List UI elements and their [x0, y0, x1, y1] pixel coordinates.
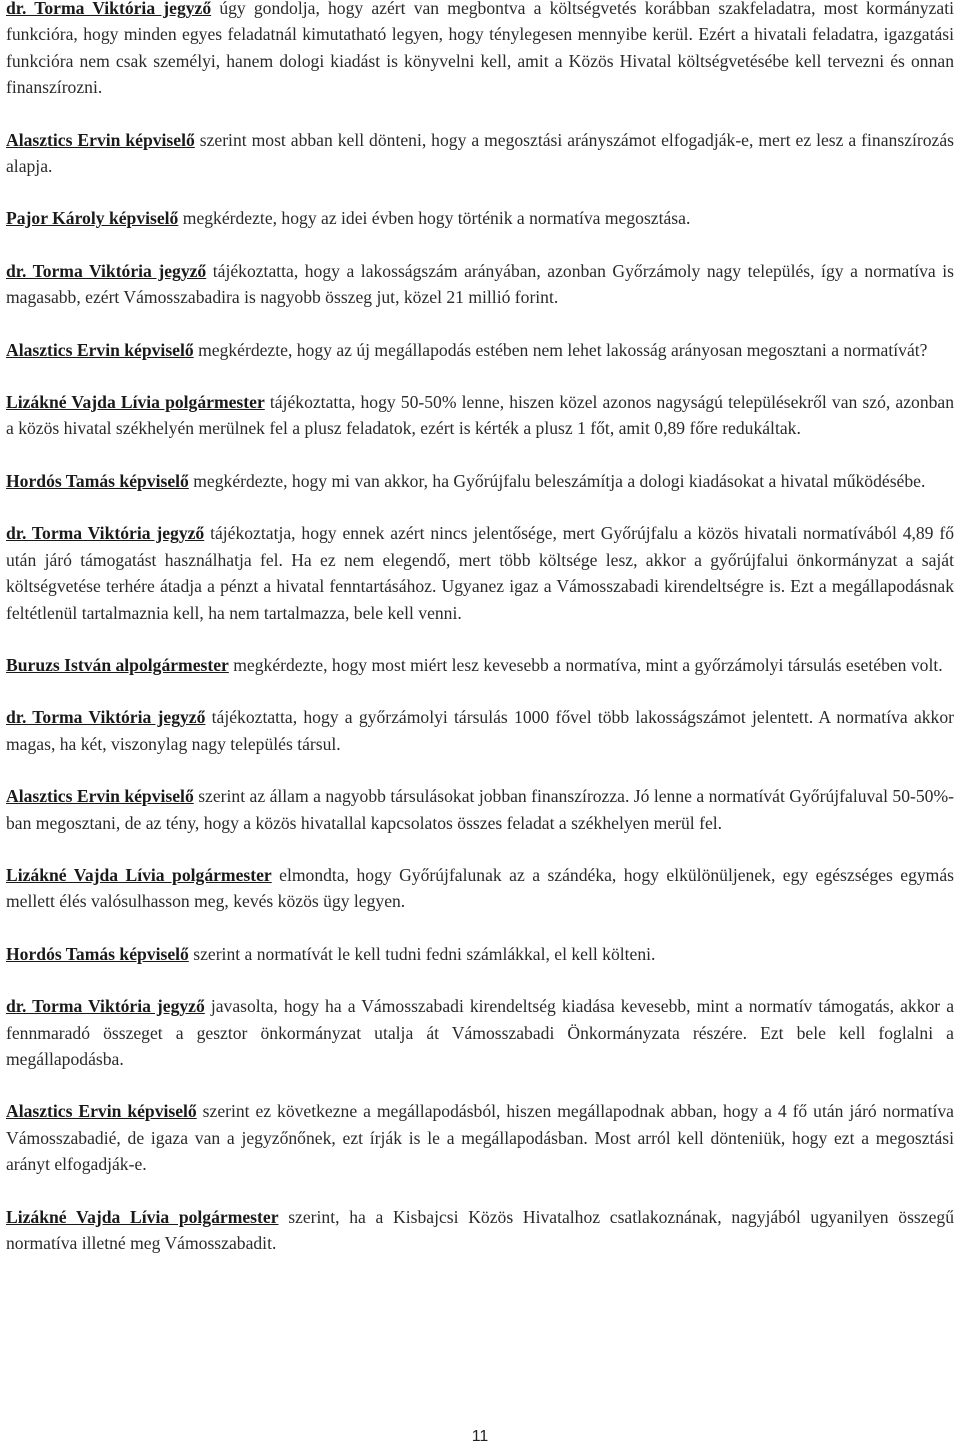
paragraph-text: szerint most abban kell dönteni, hogy a megosztási arányszámot elfogadják-e, mert ez lesz a finanszírozás alapja. [6, 129, 954, 177]
speaker-name: Alasztics Ervin képviselő [6, 129, 195, 150]
speaker-name: Alasztics Ervin képviselő [6, 1101, 197, 1122]
speaker-name: Hordós Tamás képviselő [6, 470, 189, 491]
paragraph [6, 652, 954, 678]
paragraph-text: szerint a normatívát le kell tudni fedni számlákkal, el kell költeni. [188, 943, 656, 964]
paragraph-text: tájékoztatta, hogy a győrzámolyi társulás 1000 fővel több lakosságszámot jelentett. A normatíva akkor magas, ha két, viszonylag nagy település társul. [6, 707, 954, 754]
paragraph [6, 520, 954, 626]
paragraph [6, 941, 954, 967]
paragraph [6, 1204, 954, 1257]
paragraph [6, 862, 954, 915]
speaker-name: Alasztics Ervin képviselő [6, 339, 194, 360]
paragraph-text: javasolta, hogy ha a Vámosszabadi kirendeltség kiadása kevesebb, mint a normatív támogatás, akkor a fennmaradó összeget a gesztor önkormányzat utalja át Vámosszabadi Önkormányzata részére. Ezt bele kell foglalni a megállapodásba. [6, 996, 955, 1069]
speaker-name: Lizákné Vajda Lívia polgármester [6, 864, 272, 885]
paragraph [6, 258, 954, 311]
paragraph-text: megkérdezte, hogy az idei évben hogy történik a normatíva megosztása. [178, 208, 691, 229]
paragraph-text: szerint, ha a Kisbajcsi Közös Hivatalhoz csatlakoznának, nagyjából ugyanilyen összegű normatíva illetné meg Vámosszabadit. [6, 1206, 954, 1253]
paragraph-text: megkérdezte, hogy az új megállapodás estében nem lehet lakosság arányosan megosztani a normatívát? [193, 339, 928, 360]
speaker-name: dr. Torma Viktória jegyző [6, 260, 207, 281]
paragraph-text: tájékoztatta, hogy a lakosságszám arányában, azonban Győrzámoly nagy település, így a normatíva is magasabb, ezért Vámosszabadira is nagyobb összeg jut, közel 21 millió forint. [6, 260, 954, 308]
paragraph-text: elmondta, hogy Győrújfalunak az a szándéka, hogy elkülönüljenek, egy egészséges egymás mellett élés valósulhasson meg, kevés közös ügy legyen. [6, 864, 955, 912]
speaker-name: Lizákné Vajda Lívia polgármester [6, 392, 265, 413]
paragraph-text: szerint az állam a nagyobb társulásokat jobban finanszírozza. Jó lenne a normatívát Győrújfaluval 50-50%-ban megosztani, de az tény, hogy a közös hivatallal kapcsolatos összes feladat a székhelyen merül fel. [6, 786, 954, 833]
paragraph-text: úgy gondolja, hogy azért van megbontva a költségvetés korábban szakfeladatra, most kormányzati funkcióra, hogy minden egyes feladatnál kimutatható legyen, hogy ténylegesen mennyibe kerül. Ezért a hivatali feladatra, igazgatási funkcióra nem csak személyi, hanem dologi kiadást is könyvelni kell, amit a Közös Hivatal költségvetésébe kell tervezni és onnan finanszírozni. [6, 0, 954, 98]
paragraph [6, 783, 954, 836]
paragraph [6, 389, 954, 442]
speaker-name: Buruzs István alpolgármester [6, 654, 229, 675]
speaker-name: Lizákné Vajda Lívia polgármester [6, 1206, 279, 1227]
paragraph [6, 0, 954, 101]
speaker-name: dr. Torma Viktória jegyző [6, 707, 206, 728]
paragraph-text: megkérdezte, hogy mi van akkor, ha Győrújfalu beleszámítja a dologi kiadásokat a hivatal működésébe. [188, 470, 926, 491]
paragraph [6, 127, 954, 180]
speaker-name: dr. Torma Viktória jegyző [6, 996, 205, 1017]
paragraph-text: megkérdezte, hogy most miért lesz kevesebb a normatíva, mint a győrzámolyi társulás esetében volt. [228, 654, 943, 675]
paragraph-text: tájékoztatja, hogy ennek azért nincs jelentősége, mert Győrújfalu a közös hivatali normatívából 4,89 fő után járó támogatást használhatja fel. Ha ez nem elegendő, mert több költsége lesz, akkor a győrújfalui önkormányzat a saját költségvetése terhére átadja a pénzt a hivatal fenntartásához. Ugyanez igaz a Vámosszabadi kirendeltségre is. Ezt a megállapodásnak feltétlenül tartalmaznia kell, ha nem tartalmazza, bele kell venni. [6, 523, 954, 623]
paragraph [6, 337, 954, 363]
paragraph [6, 205, 954, 231]
paragraph [6, 468, 954, 494]
paragraph [6, 1098, 954, 1177]
paragraph-text: tájékoztatta, hogy 50-50% lenne, hiszen közel azonos nagyságú településekről van szó, azonban a közös hivatal székhelyén merülnek fel a plusz feladatok, ezért is kérték a plusz 1 főt, amit 0,89 főre redukáltak. [6, 392, 955, 439]
paragraph [6, 704, 954, 757]
speaker-name: Hordós Tamás képviselő [6, 943, 189, 964]
paragraph [6, 993, 954, 1072]
page-number: 11 [471, 1428, 489, 1445]
speaker-name: Pajor Károly képviselő [6, 208, 179, 229]
speaker-name: Alasztics Ervin képviselő [6, 786, 194, 807]
paragraph-text: szerint ez következne a megállapodásból, hiszen megállapodnak abban, hogy a 4 fő után járó normatíva Vámosszabadié, de igaza van a jegyzőnőnek, ezt írják is le a megállapodásban. Most arról kell dönteniük, hogy ezt a megosztási arányt elfogadják-e. [6, 1101, 954, 1175]
speaker-name: dr. Torma Viktória jegyző [6, 0, 212, 18]
speaker-name: dr. Torma Viktória jegyző [6, 523, 205, 544]
minutes-body [6, 0, 954, 1282]
